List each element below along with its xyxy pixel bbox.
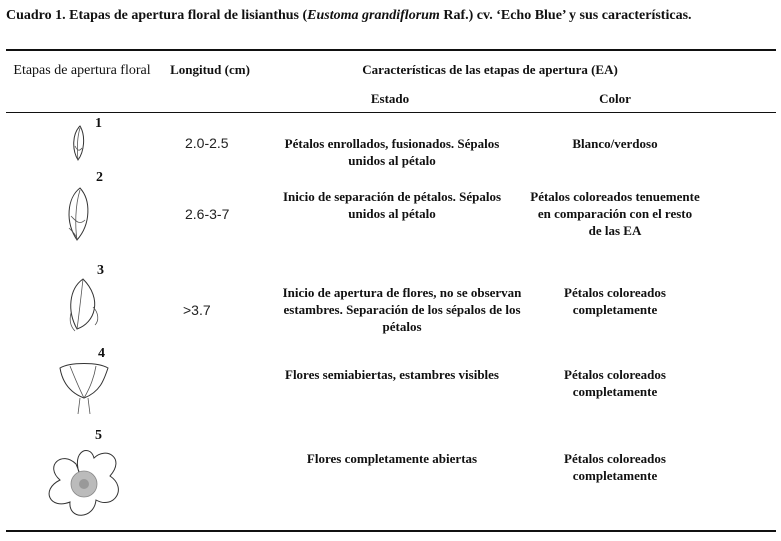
state-text: Inicio de apertura de flores, no se observan estambres. Separación de los sépalos de los pétalos bbox=[282, 285, 522, 334]
color-text: Pétalos coloreados tenuemente en comparación con el resto de las EA bbox=[530, 189, 700, 238]
header-characteristics: Características de las etapas de apertura (EA) bbox=[362, 62, 618, 77]
length-value: 2.6-3-7 bbox=[185, 206, 230, 222]
stage-number: 4 bbox=[98, 346, 105, 361]
stage-number: 3 bbox=[97, 263, 104, 278]
caption-species: Eustoma grandiflorum bbox=[307, 8, 440, 23]
stage-number: 5 bbox=[95, 428, 102, 443]
flower-bud-icon bbox=[60, 118, 100, 168]
stage-3-illustration bbox=[55, 263, 130, 343]
color-text: Blanco/verdoso bbox=[572, 136, 658, 151]
header-stage: Etapas de apertura floral bbox=[13, 63, 151, 78]
length-value: >3.7 bbox=[183, 302, 211, 318]
header-color: Color bbox=[599, 91, 631, 106]
caption-prefix: Cuadro 1. Etapas de apertura floral de lisianthus ( bbox=[6, 8, 308, 23]
header-length: Longitud (cm) bbox=[170, 62, 250, 77]
stage-4-illustration bbox=[50, 346, 130, 426]
header-state: Estado bbox=[370, 91, 410, 106]
state-text: Pétalos enrollados, fusionados. Sépalos unidos al pétalo bbox=[284, 136, 500, 168]
open-flower-icon bbox=[36, 428, 132, 523]
bottom-rule bbox=[6, 530, 776, 532]
color-text: Pétalos coloreados completamente bbox=[564, 367, 666, 399]
table-caption bbox=[6, 8, 692, 24]
flower-bud-icon bbox=[55, 263, 115, 343]
caption-suffix: Raf.) cv. ‘Echo Blue’ y sus características. bbox=[439, 8, 692, 23]
state-text: Inicio de separación de pétalos. Sépalos unidos al pétalo bbox=[282, 189, 502, 221]
stage-number: 1 bbox=[95, 116, 102, 131]
stage-2-illustration bbox=[55, 170, 125, 250]
color-text: Pétalos coloreados completamente bbox=[564, 451, 666, 483]
state-text: Flores semiabiertas, estambres visibles bbox=[285, 367, 499, 382]
header-rule bbox=[6, 112, 776, 113]
flower-icon bbox=[50, 346, 120, 426]
stage-number: 2 bbox=[96, 170, 103, 185]
stage-1-illustration bbox=[60, 118, 120, 170]
length-value: 2.0-2.5 bbox=[185, 135, 229, 151]
color-text: Pétalos coloreados completamente bbox=[564, 285, 666, 317]
state-text: Flores completamente abiertas bbox=[306, 451, 478, 466]
stage-5-illustration bbox=[36, 428, 136, 523]
top-rule bbox=[6, 49, 776, 51]
